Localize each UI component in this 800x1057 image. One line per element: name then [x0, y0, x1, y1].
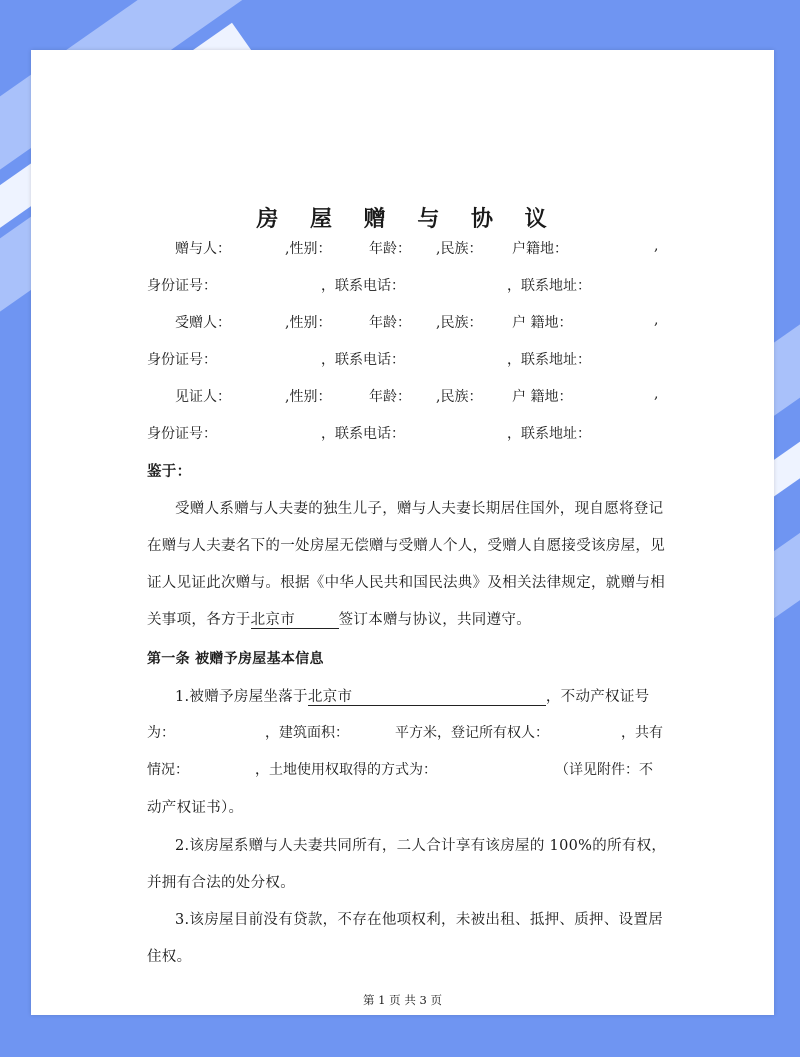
cert-no-label: 为： — [147, 725, 175, 741]
donee-gender-label: ,性别： — [285, 315, 332, 331]
whereas-line-4-prefix: 关事项，各方于 — [147, 612, 251, 628]
donor-phone-label: ，联系电话： — [321, 278, 405, 294]
donor-id-label: 身份证号： — [147, 278, 217, 294]
donor-label: 赠与人： — [175, 241, 231, 257]
whereas-line-1: 受赠人系赠与人夫妻的独生儿子，赠与人夫妻长期居住国外，现自愿将登记 — [175, 501, 664, 517]
article1-item1-line1 — [175, 685, 649, 706]
donee-ethnic-label: ,民族： — [436, 315, 483, 331]
co-owner-status-label: 情况： — [147, 762, 189, 778]
donor-end-comma: , — [654, 238, 659, 254]
land-use-label: ，土地使用权取得的方式为： — [255, 762, 437, 778]
signing-city-field: 北京市 — [251, 613, 339, 629]
property-location-field: 北京市 — [308, 690, 546, 706]
area-label: ，建筑面积： — [265, 725, 349, 741]
donor-ethnic-label: ,民族： — [436, 241, 483, 257]
donee-id-label: 身份证号： — [147, 352, 217, 368]
witness-gender-label: ,性别： — [285, 389, 332, 405]
attachment-note: （详见附件：不 — [555, 762, 653, 778]
donor-address-label: ，联系地址： — [507, 278, 591, 294]
donor-hukou-label: 户籍地： — [512, 241, 568, 257]
witness-address-label: ，联系地址： — [507, 426, 591, 442]
article1-item2-line2: 并拥有合法的处分权。 — [147, 875, 295, 891]
article1-item3-line1: 3.该房屋目前没有贷款，不存在他项权利，未被出租、抵押、质押、设置居 — [175, 912, 664, 928]
item1-suffix: ，不动产权证号 — [545, 689, 650, 705]
witness-age-label: 年龄： — [369, 389, 411, 405]
article1-heading: 第一条 被赠予房屋基本信息 — [147, 651, 324, 667]
whereas-line-4-suffix: 签订本赠与协议，共同遵守。 — [338, 612, 532, 628]
donee-address-label: ，联系地址： — [507, 352, 591, 368]
document-title: 房 屋 赠 与 协 议 — [256, 206, 559, 232]
witness-label: 见证人： — [175, 389, 231, 405]
donee-age-label: 年龄： — [369, 315, 411, 331]
witness-ethnic-label: ,民族： — [436, 389, 483, 405]
whereas-heading: 鉴于： — [147, 463, 192, 480]
donee-end-comma: , — [654, 312, 659, 328]
document-page — [31, 50, 774, 1015]
donor-gender-label: ,性别： — [285, 241, 332, 257]
article1-item2-line1: 2.该房屋系赠与人夫妻共同所有，二人合计享有该房屋的 100%的所有权， — [175, 838, 667, 854]
whereas-line-4 — [147, 608, 531, 629]
donor-age-label: 年龄： — [369, 241, 411, 257]
article1-item1-line4: 动产权证书）。 — [147, 800, 244, 816]
witness-id-label: 身份证号： — [147, 426, 217, 442]
page-footer: 第 1 页 共 3 页 — [363, 993, 442, 1007]
witness-end-comma: , — [654, 386, 659, 402]
donee-phone-label: ，联系电话： — [321, 352, 405, 368]
witness-hukou-label: 户 籍地： — [512, 389, 573, 405]
donee-hukou-label: 户 籍地： — [512, 315, 573, 331]
owner-label: 平方米，登记所有权人： — [395, 725, 549, 741]
whereas-line-2: 在赠与人夫妻名下的一处房屋无偿赠与受赠人个人，受赠人自愿接受该房屋，见 — [147, 538, 665, 554]
article1-item3-line2: 住权。 — [147, 949, 192, 965]
donee-label: 受赠人： — [175, 315, 231, 331]
witness-phone-label: ，联系电话： — [321, 426, 405, 442]
co-owner-label: ，共有 — [621, 725, 663, 741]
item1-prefix: 1.被赠予房屋坐落于 — [175, 689, 308, 705]
whereas-line-3: 证人见证此次赠与。根据《中华人民共和国民法典》及相关法律规定，就赠与相 — [147, 575, 665, 591]
